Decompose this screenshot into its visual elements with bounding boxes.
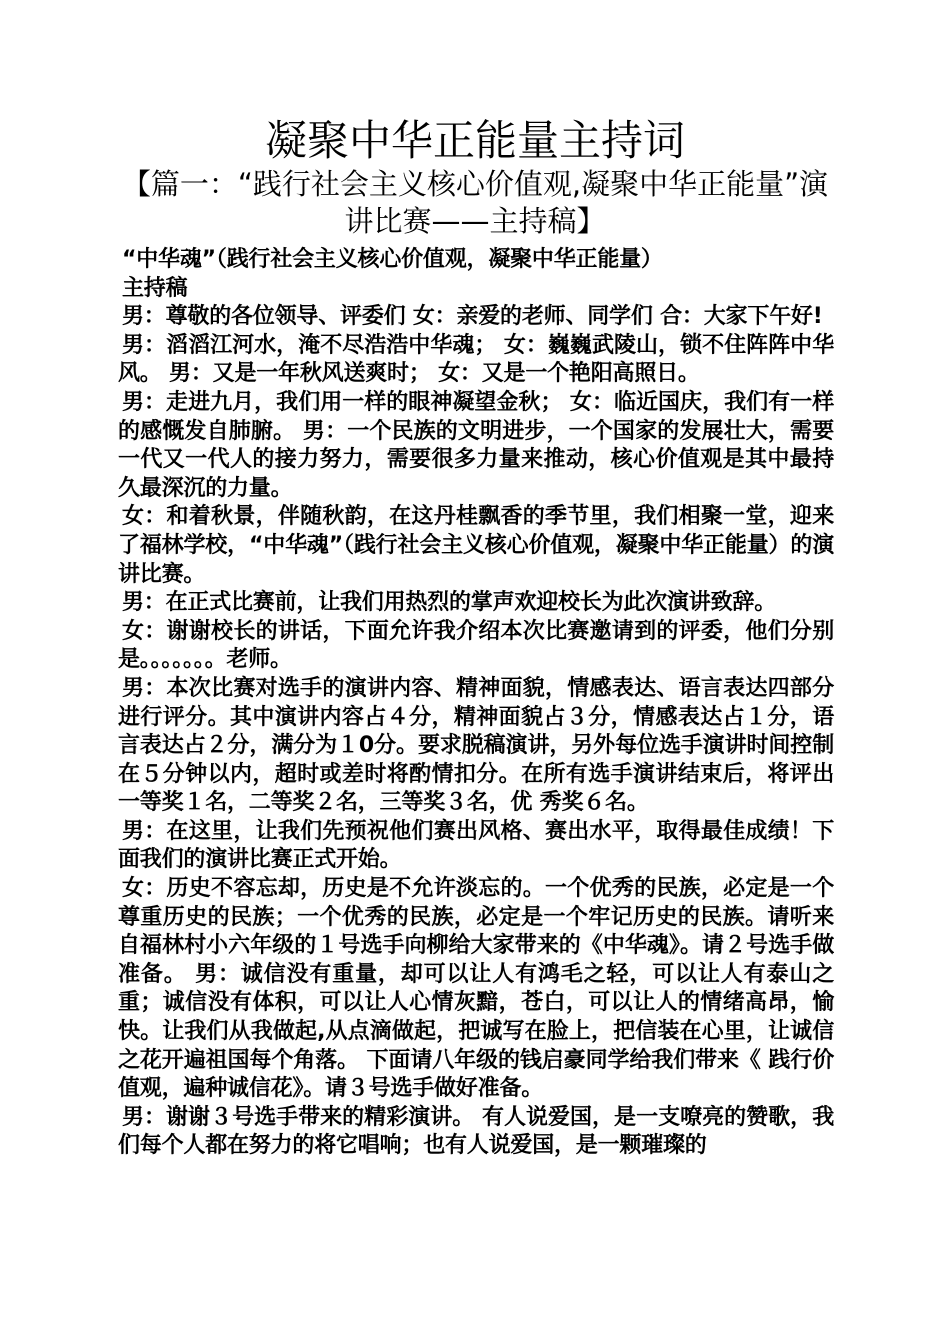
paragraph: 男：滔滔江河水，淹不尽浩浩中华魂； 女：巍巍武陵山，锁不住阵阵中华风。 男：又是一年秋风送爽时； 女：又是一个艳阳高照日。 <box>118 332 834 387</box>
document-body <box>118 246 834 1161</box>
paragraph: 男：本次比赛对选手的演讲内容、精神面貌，情感表达、语言表达四部分进行评分。其中演讲内容占４分，精神面貌占３分，情感表达占１分，语言表达占２分，满分为１0分。要求脱稿演讲，另外每位选手演讲时间控制在５分钟以内，超时或差时将酌情扣分。在所有选手演讲结束后，将评出一等奖１名，二等奖２名，三等奖３名，优 秀奖６名。 <box>118 675 834 816</box>
paragraph: 男：在这里，让我们先预祝他们赛出风格、赛出水平，取得最佳成绩！下面我们的演讲比赛正式开始。 <box>118 818 834 873</box>
paragraph: 女：历史不容忘却，历史是不允许淡忘的。一个优秀的民族，必定是一个尊重历史的民族；一个优秀的民族，必定是一个牢记历史的民族。请听来自福林村小六年级的１号选手向柳给大家带来的《中华魂》。请２号选手做准备。 男：诚信没有重量，却可以让人有鸿毛之轻，可以让人有泰山之重；诚信没有体积，可以让人心情灰黯，苍白，可以让人的情绪高昂，愉快。让我们从我做起,从点滴做起，把诚写在脸上，把信装在心里，让诚信之花开遍祖国每个角落。 下面请八年级的钱启豪同学给我们带来《 践行价值观，遍种诚信花》。请３号选手做好准备。 <box>118 876 834 1102</box>
paragraph: 男：谢谢３号选手带来的精彩演讲。 有人说爱国，是一支嘹亮的赞歌，我们每个人都在努力的将它唱响；也有人说爱国，是一颗璀璨的 <box>118 1104 834 1159</box>
paragraph: 女：谢谢校长的讲话，下面允许我介绍本次比赛邀请到的评委，他们分别是。。。。。。。老师。 <box>118 618 834 673</box>
paragraph: 男：尊敬的各位领导、评委们 女：亲爱的老师、同学们 合：大家下午好! <box>122 304 823 330</box>
document-title: 凝聚中华正能量主持词 <box>264 116 685 165</box>
paragraph: 男：走进九月，我们用一样的眼神凝望金秋； 女：临近国庆，我们有一样的感慨发自肺腑。 男：一个民族的文明进步，一个国家的发展壮大，需要一代又一代人的接力努力，需要很多力量来推动，核心价值观是其中最持久最深沉的力量。 <box>118 389 834 501</box>
paragraph-heading: “中华魂”（践行社会主义核心价值观，凝聚中华正能量） <box>122 247 663 272</box>
document-subtitle: 【篇一：“践行社会主义核心价值观,凝聚中华正能量”演讲比赛——主持稿】 <box>121 167 829 238</box>
paragraph-subheading: 主持稿 <box>122 275 188 301</box>
paragraph: 男：在正式比赛前，让我们用热烈的掌声欢迎校长为此次演讲致辞。 <box>122 590 777 616</box>
paragraph: 女：和着秋景，伴随秋韵，在这丹桂飘香的季节里，我们相聚一堂，迎来了福林学校，“中华魂”（践行社会主义核心价值观，凝聚中华正能量）的演讲比赛。 <box>118 504 834 587</box>
